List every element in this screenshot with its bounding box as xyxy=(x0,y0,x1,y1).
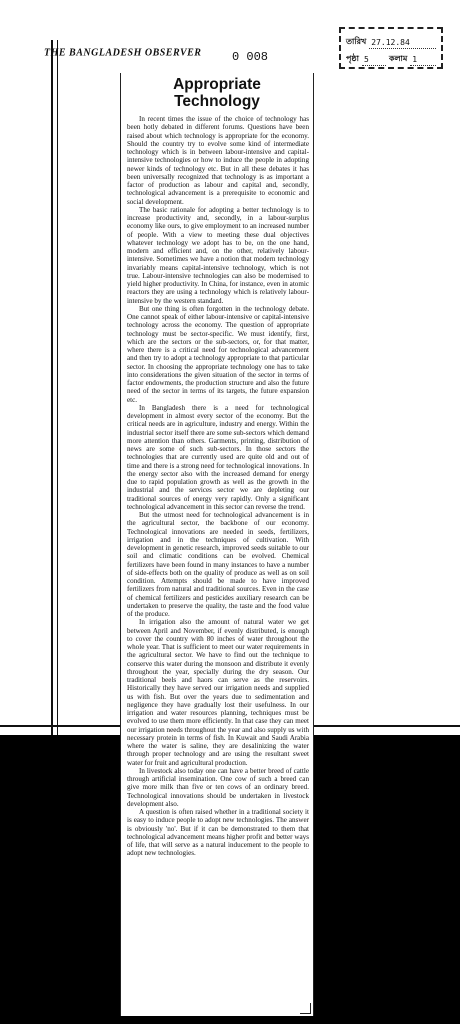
stamp-date-row xyxy=(346,32,436,49)
page-code: 0 008 xyxy=(232,50,269,64)
article-paragraph: In Bangladesh there is a need for technological development in almost every sector of the economy. But the critical needs are in agriculture, industry and energy. Within the industrial sector itself there are some sub-sectors which demand more attention than others. Garments, printing, distribution of news are some of such sub-sectors. In those sectors the technologies that are currently used are quite old and out of time and there is a strong need for technological innovations. In the energy sector also with the increased demand for energy due to rapid population growth as well as the growth in the industrial and the services sector we are depleting our traditional sources of energy very rapidly. Only a significant technological advancement in this sector can reverse the trend. xyxy=(127,403,309,511)
article-paragraph: A question is often raised whether in a traditional society it is easy to induce people to adopt new technologies. The answer is obviously 'no'. But if it can be demonstrated to them that technological advancement means higher profit and better ways of life, that will serve as a natural inducement to the people to adopt new technologies. xyxy=(127,808,309,858)
article-title-line1: Appropriate xyxy=(173,76,261,93)
clipping-cut-edge-right xyxy=(314,725,460,727)
article-paragraph: In recent times the issue of the choice of technology has been hotly debated in different forums. Questions have been raised about which technology is appropriate for the economy. Should the country try to evolve some kind of intermediate technology which is in between labour-intensive and capital-intensive technologies or how to induce the people in adopting newer kinds of technology etc. But in all these debates it has been universally recognized that technology is as important a factor of production as labour and capital and, secondly, technological advancement is a prerequisite to economic and social development. xyxy=(127,115,309,206)
article-paragraph: But one thing is often forgotten in the technology debate. One cannot speak of either labour-intensive or capital-intensive technology across the economy. The question of appropriate technology must be sector-specific. We must identify, first, which are the sectors or the sub-sectors, or, for that matter, where there is a critical need for technological advancement and then try to adopt a technology appropriate to that particular sector. In choosing the appropriate technology one has to take into considerations the given situation of the sector in terms of factor endowments, the production structure and also the future need of the sector in terms of its targets, the future expansion etc. xyxy=(127,304,309,404)
stamp-column-value: 1 xyxy=(410,55,436,66)
stamp-column-label: কলাম xyxy=(388,54,408,63)
article-title-line2: Technology xyxy=(174,93,260,110)
article-paragraph: In irrigation also the amount of natural water we get between April and November, if evenly distributed, is enough to cover the country with 80 inches of water throughout the whole year. That is sufficient to meet our water requirements in the agricultural sector. We have to find out the technique to conserve this water during the monsoon and distribute it evenly throughout the year, specially during the dry season. Our traditional beels and haors can serve as the reservoirs. Historically they have served our irrigation needs and supplied us with fish. But over the years due to sedimentation and negligence they have gradually lost their usefulness. In our irrigation and water resources planning, techniques must be evolved to use them more efficiently. In that case they can meet our irrigation needs throughout the year and also supply us with necessary protein in terms of fish. In Kuwait and Saudi Arabia where the water is saline, they are desalinizing the water through proper technology and are using the resultant sweet water for fruit and agricultural production. xyxy=(127,618,309,767)
article-paragraph: The basic rationale for adopting a better technology is to increase productivity and, secondly, in a labour-surplus economy like ours, to give employment to an increased number of people. With a view to meeting these dual objectives whatever technology we adopt has to be, on the one hand, modern and efficient and, on the other, relatively labour-intensive. Sometimes we have a notion that modern technology invariably means capital-intensive technology, which is not true. Labour-intensive technologies can also be modernised to yield higher productivity. In China, for instance, even in atomic reactors they are using a technology which is relatively labour-intensive by the western standard. xyxy=(127,205,309,305)
column-rule-left xyxy=(51,40,53,735)
corner-mark-icon xyxy=(300,1003,311,1014)
article-clipping xyxy=(120,73,314,1016)
newspaper-masthead: THE BANGLADESH OBSERVER xyxy=(44,46,202,59)
archive-stamp xyxy=(339,27,443,69)
article-body xyxy=(121,110,313,858)
stamp-date-value: 27.12.84 xyxy=(369,38,436,49)
stamp-page-row xyxy=(346,49,436,66)
stamp-page-value: 5 xyxy=(362,55,386,66)
stamp-date-label: তারিখ xyxy=(346,37,367,46)
article-paragraph: In livestock also today one can have a better breed of cattle through artificial insemination. One cow of such a breed can give more milk than five or ten cows of an ordinary breed. Technological innovations should be undertaken in livestock development also. xyxy=(127,766,309,808)
article-paragraph: But the utmost need for technological advancement is in the agricultural sector, the backbone of our economy. Technological innovations are needed in seeds, fertilizers, irrigation and in the techniques of cultivation. With development in genetic research, improved seeds suitable to our soil and climatic conditions can be evolved. Chemical fertilizers have been found in many instances to have a number of side-effects both on the quality of produce as well as on soil condition. Attempts should be made to have improved fertilizers from natural and traditional sources. Even in the case of chemical fertilizers and pesticides auxiliary research can be undertaken to preserve the quality, the taste and the food value of the produce. xyxy=(127,511,309,618)
clipping-cut-edge-left xyxy=(0,725,120,727)
stamp-page-label: পৃষ্ঠা xyxy=(346,54,359,63)
column-rule-left-inner xyxy=(57,40,58,735)
article-title xyxy=(121,76,313,110)
